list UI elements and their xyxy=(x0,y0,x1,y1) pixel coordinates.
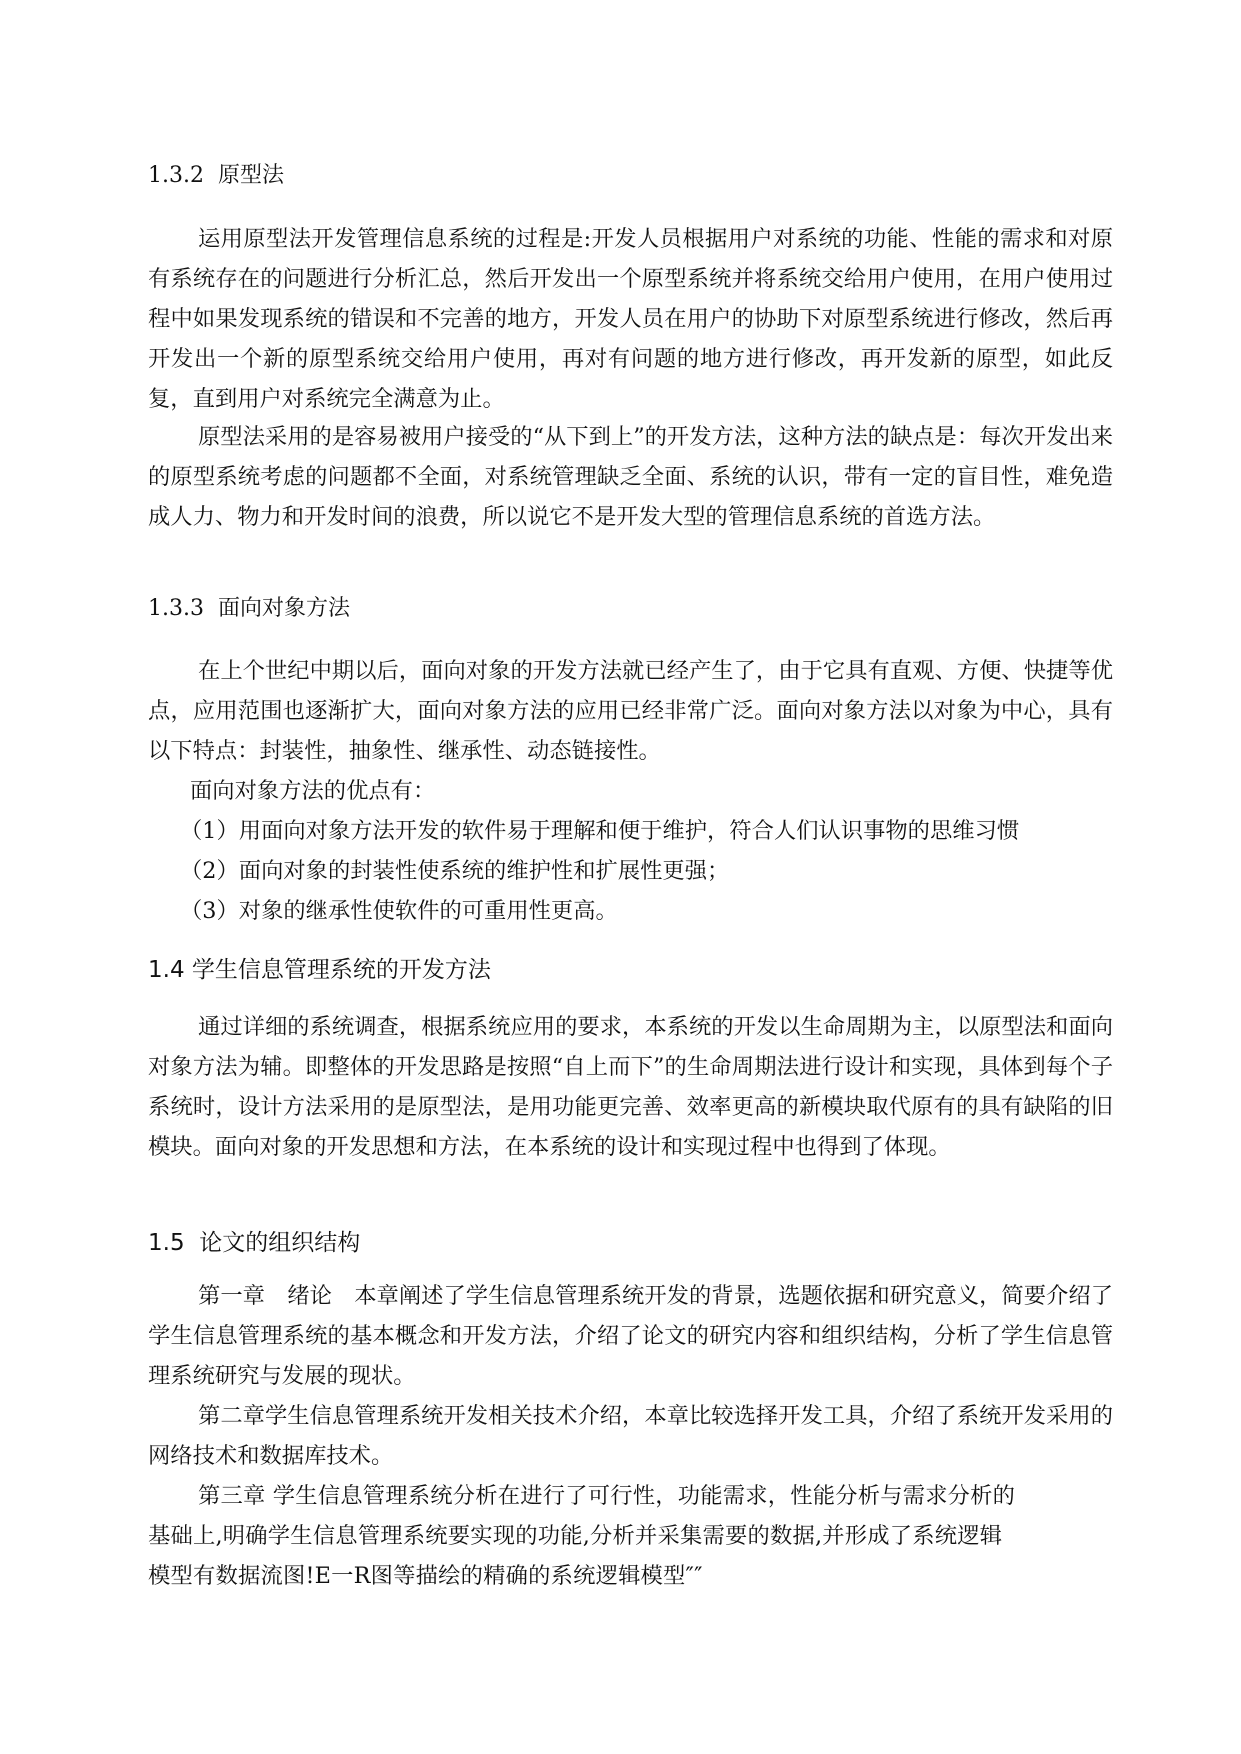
section-number: 1.3.2 xyxy=(148,163,204,188)
section-title: 原型法 xyxy=(217,163,284,188)
paragraph: 第二章学生信息管理系统开发相关技术介绍，本章比较选择开发工具，介绍了系统开发采用的网络技术和数据库技术。 xyxy=(148,1403,1113,1469)
section-title: 学生信息管理系统的开发方法 xyxy=(191,957,491,983)
paragraph: 第一章 绪论 本章阐述了学生信息管理系统开发的背景，选题依据和研究意义，简要介绍了学生信息管理系统的基本概念和开发方法，介绍了论文的研究内容和组织结构，分析了学生信息管理系统研究与发展的现状。 xyxy=(148,1283,1113,1389)
list-item: （3）对象的继承性使软件的可重用性更高。 xyxy=(180,898,618,924)
section-heading-1-4 xyxy=(148,955,491,985)
paragraph: 第三章 学生信息管理系统分析在进行了可行性，功能需求，性能分析与需求分析的基础上,明确学生信息管理系统要实现的功能,分析并采集需要的数据,并形成了系统逻辑模型有数据流图!E一R图等描绘的精确的系统逻辑模型″″ xyxy=(148,1483,1016,1589)
list-intro: 面向对象方法的优点有： xyxy=(190,778,436,804)
section-number: 1.4 xyxy=(148,957,185,983)
list-item: （2）面向对象的封装性使系统的维护性和扩展性更强； xyxy=(180,858,730,884)
paragraph: 在上个世纪中期以后，面向对象的开发方法就已经产生了，由于它具有直观、方便、快捷等优点，应用范围也逐渐扩大，面向对象方法的应用已经非常广泛。面向对象方法以对象为中心，具有以下特点：封装性，抽象性、继承性、动态链接性。 xyxy=(148,658,1113,764)
section-number: 1.5 xyxy=(148,1230,185,1256)
section-heading-1-3-2 xyxy=(148,161,284,191)
section-number: 1.3.3 xyxy=(148,596,204,621)
section-heading-1-3-3 xyxy=(148,594,350,624)
list-item: （1）用面向对象方法开发的软件易于理解和便于维护，符合人们认识事物的思维习惯 xyxy=(180,818,1020,844)
section-title: 面向对象方法 xyxy=(217,596,350,621)
paragraph: 通过详细的系统调查，根据系统应用的要求，本系统的开发以生命周期为主，以原型法和面向对象方法为辅。即整体的开发思路是按照“自上而下”的生命周期法进行设计和实现，具体到每个子系统时，设计方法采用的是原型法，是用功能更完善、效率更高的新模块取代原有的具有缺陷的旧模块。面向对象的开发思想和方法，在本系统的设计和实现过程中也得到了体现。 xyxy=(148,1014,1113,1160)
paragraph: 原型法采用的是容易被用户接受的“从下到上”的开发方法，这种方法的缺点是：每次开发出来的原型系统考虑的问题都不全面，对系统管理缺乏全面、系统的认识，带有一定的盲目性，难免造成人力、物力和开发时间的浪费，所以说它不是开发大型的管理信息系统的首选方法。 xyxy=(148,424,1113,530)
section-title: 论文的组织结构 xyxy=(199,1230,361,1256)
section-heading-1-5 xyxy=(148,1228,360,1258)
paragraph: 运用原型法开发管理信息系统的过程是:开发人员根据用户对系统的功能、性能的需求和对原有系统存在的问题进行分析汇总，然后开发出一个原型系统并将系统交给用户使用，在用户使用过程中如果发现系统的错误和不完善的地方，开发人员在用户的协助下对原型系统进行修改，然后再开发出一个新的原型系统交给用户使用，再对有问题的地方进行修改，再开发新的原型，如此反复，直到用户对系统完全满意为止。 xyxy=(148,226,1113,412)
